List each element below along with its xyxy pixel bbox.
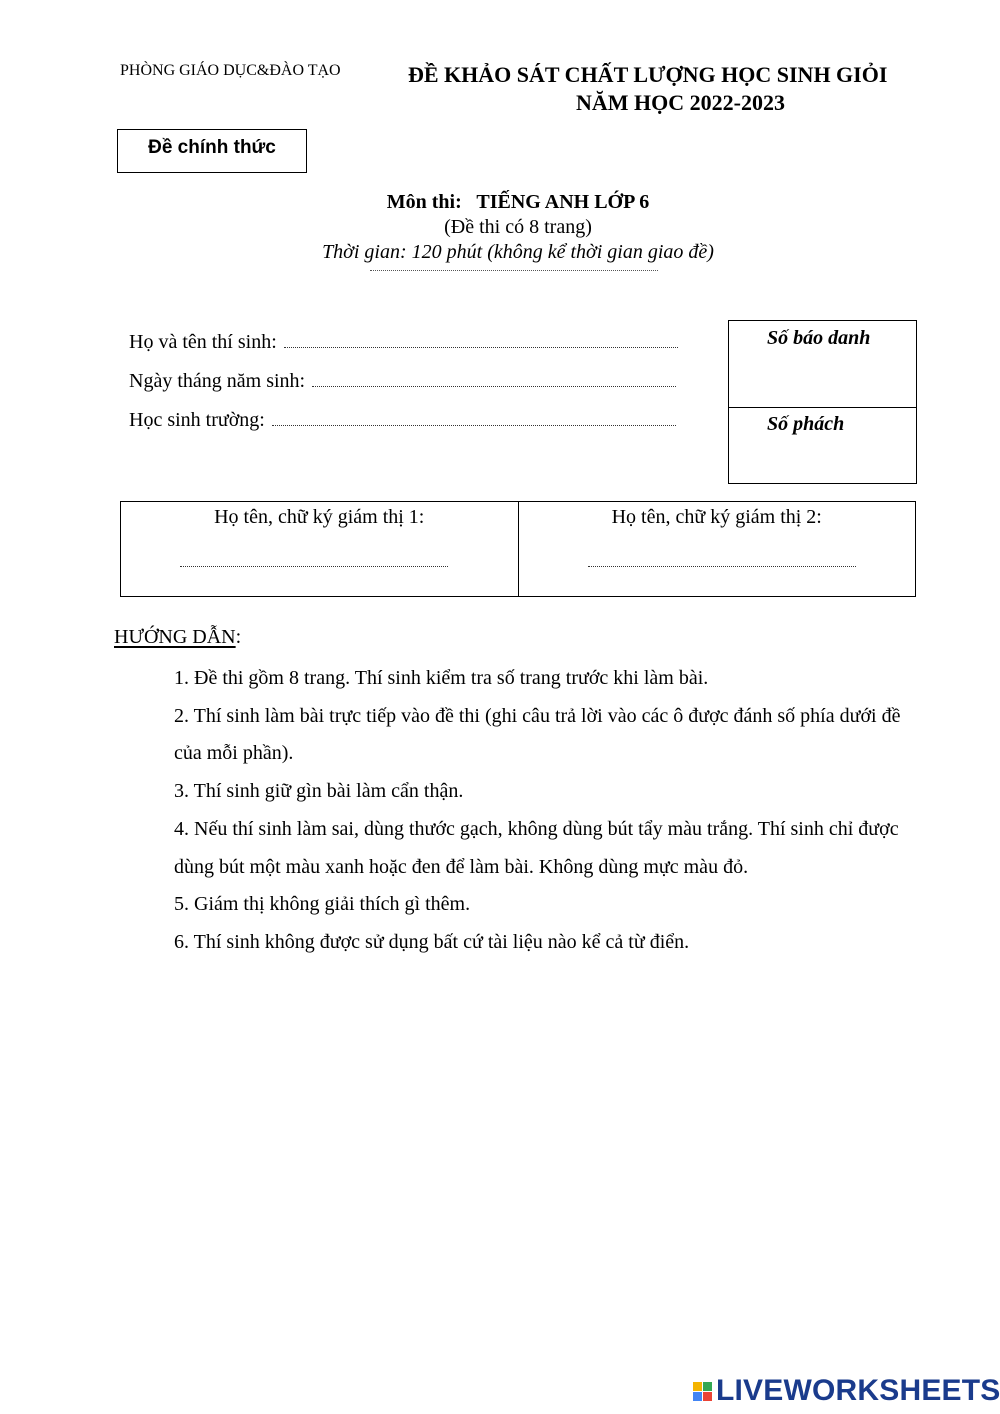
instruction-item: 5. Giám thị không giải thích gì thêm. [174, 893, 471, 916]
sbd-label: Số báo danh [767, 327, 871, 349]
exam-title-line-1: ĐỀ KHẢO SÁT CHẤT LƯỢNG HỌC SINH GIỎI [408, 62, 888, 87]
phach-label: Số phách [767, 413, 845, 435]
candidate-name-field[interactable] [284, 346, 678, 348]
invigilator-1-cell [121, 502, 518, 596]
instruction-item: 2. Thí sinh làm bài trực tiếp vào đề thi (ghi câu trả lời vào các ô được đánh số phía dưới đề của mỗi phần). [174, 704, 901, 765]
invigilator-2-signature-line[interactable] [588, 566, 856, 567]
liveworksheets-watermark [693, 1374, 1000, 1408]
liveworksheets-logo-icon [693, 1382, 712, 1401]
candidate-school-field[interactable] [272, 424, 676, 426]
exam-pages-note: (Đề thi có 8 trang) [444, 216, 592, 238]
time-underline-divider [370, 270, 658, 271]
candidate-school-label: Học sinh trường: [129, 409, 265, 431]
invigilator-1-label: Họ tên, chữ ký giám thị 1: [214, 506, 425, 528]
instruction-item: 1. Đề thi gồm 8 trang. Thí sinh kiểm tra số trang trước khi làm bài. [174, 667, 709, 689]
candidate-name-label: Họ và tên thí sinh: [129, 331, 277, 353]
exam-time-note: Thời gian: 120 phút (không kể thời gian giao đề) [322, 241, 714, 263]
candidate-number-box [728, 320, 917, 484]
invigilator-signature-table [120, 501, 916, 597]
invigilator-2-cell [518, 502, 916, 596]
department-text: PHÒNG GIÁO DỤC&ĐÀO TẠO [120, 62, 341, 79]
instruction-item: 4. Nếu thí sinh làm sai, dùng thước gạch, không dùng bút tẩy màu trắng. Thí sinh chỉ được dùng bút một màu xanh hoặc đen để làm bài. Không dùng mực màu đỏ. [174, 817, 899, 878]
invigilator-1-signature-line[interactable] [180, 566, 448, 567]
instruction-item: 3. Thí sinh giữ gìn bài làm cẩn thận. [174, 780, 464, 803]
instructions-list [174, 660, 914, 962]
candidate-dob-row [129, 370, 676, 393]
sbd-box-divider [729, 407, 916, 408]
candidate-name-row [129, 331, 678, 354]
official-exam-box [117, 129, 307, 173]
exam-title-line-2: NĂM HỌC 2022-2023 [576, 90, 785, 115]
exam-subject: Môn thi: TIẾNG ANH LỚP 6 [386, 191, 650, 213]
candidate-school-row [129, 409, 676, 432]
candidate-dob-label: Ngày tháng năm sinh: [129, 370, 306, 392]
instructions-heading-text: HƯỚNG DẪN [114, 626, 236, 648]
instruction-item: 6. Thí sinh không được sử dụng bất cứ tài liệu nào kể cả từ điển. [174, 930, 690, 953]
official-exam-label: Đề chính thức [148, 137, 276, 158]
invigilator-2-label: Họ tên, chữ ký giám thị 2: [611, 506, 822, 528]
liveworksheets-wordmark: LIVEWORKSHEETS [716, 1374, 1000, 1407]
department-name [120, 62, 341, 80]
candidate-dob-field[interactable] [312, 385, 676, 387]
instructions-heading: HƯỚNG DẪN: [114, 626, 242, 648]
